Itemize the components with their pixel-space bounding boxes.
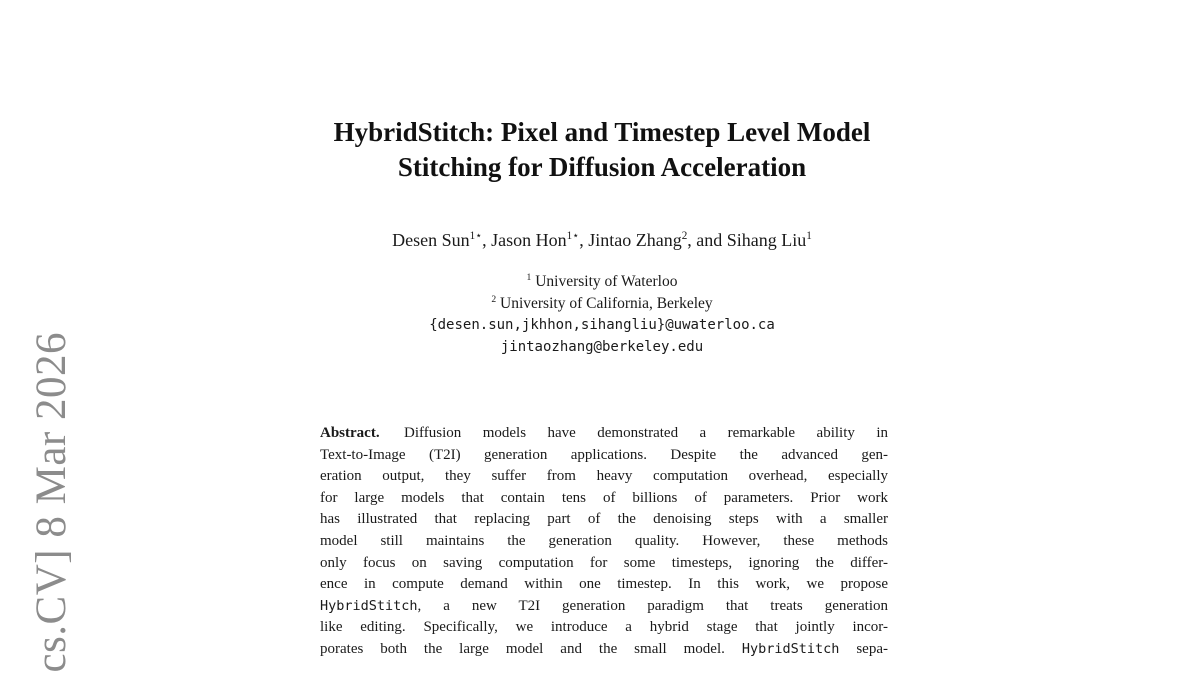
email-line-2: jintaozhang@berkeley.edu [500, 338, 704, 355]
author-line: Desen Sun$^{1⋆}$, Jason Hon$^{1⋆}$, Jintao Zhang$^2$, and Sihang Liu$^1$ [392, 230, 812, 250]
affiliations [2, 271, 1202, 314]
email-line-1: {desen.sun,jkhhon,sihangliu}@uwaterloo.ca [429, 317, 775, 333]
email-block [2, 315, 1202, 358]
paper-title-line-1: HybridStitch: Pixel and Timestep Level Model [333, 117, 871, 147]
abstract-line: HybridStitch, a new T2I generation paradigm that treats generation [320, 597, 888, 614]
abstract-line: model still maintains the generation quality. However, these methods [320, 532, 888, 549]
abstract-line: only focus on saving computation for some timesteps, ignoring the differ- [320, 554, 888, 571]
arxiv-watermark: cs.CV] 8 Mar 2026 [28, 332, 75, 673]
paper-title-line-2: Stitching for Diffusion Acceleration [397, 152, 807, 182]
abstract-block [320, 423, 888, 661]
affiliation-2: $^2$ University of California, Berkeley [491, 293, 713, 312]
abstract-line: for large models that contain tens of billions of parameters. Prior work [320, 489, 888, 506]
abstract-line: Text-to-Image (T2I) generation applications. Despite the advanced gen- [320, 446, 888, 463]
abstract-line: eration output, they suffer from heavy computation overhead, especially [320, 468, 888, 485]
abstract-line: like editing. Specifically, we introduce a hybrid stage that jointly incor- [320, 619, 888, 636]
abstract-line: porates both the large model and the small model. HybridStitch sepa- [320, 640, 888, 657]
paper-title [2, 115, 1202, 185]
abstract-line: has illustrated that replacing part of the denoising steps with a smaller [320, 511, 888, 528]
affiliation-1: $^1$ University of Waterloo [526, 271, 678, 290]
abstract-line: ence in compute demand within one timestep. In this work, we propose [320, 576, 888, 593]
abstract-line: Abstract. Diffusion models have demonstrated a remarkable ability in [320, 425, 888, 441]
